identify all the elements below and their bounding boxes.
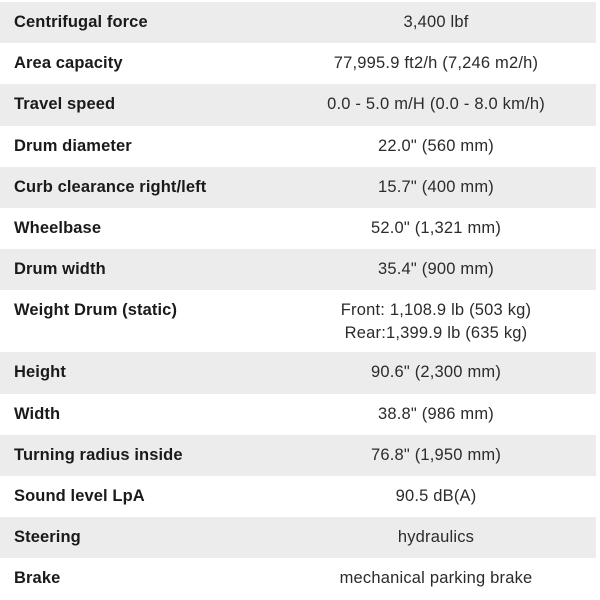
spec-row-weight-drum [0,290,596,352]
spec-row-travel-speed [0,84,596,125]
spec-value-line: Rear:1,399.9 lb (635 kg) [344,323,528,342]
spec-table [0,2,596,599]
spec-label: Width [14,404,61,423]
spec-row-drum-diameter [0,126,596,167]
spec-label: Centrifugal force [14,13,148,32]
spec-label: Wheelbase [14,219,102,238]
spec-row-sound-level [0,476,596,517]
spec-label: Travel speed [14,95,116,114]
spec-row-steering [0,517,596,558]
spec-label: Drum width [14,260,106,279]
spec-value: 52.0" (1,321 mm) [370,219,502,238]
spec-value: 90.6" (2,300 mm) [370,363,502,382]
spec-value: 35.4" (900 mm) [378,260,494,279]
spec-label: Curb clearance right/left [14,177,207,196]
spec-value: hydraulics [397,528,475,547]
spec-row-centrifugal-force [0,2,596,43]
spec-label: Drum diameter [14,136,132,155]
spec-row-brake [0,558,596,599]
spec-value: mechanical parking brake [339,569,533,588]
spec-row-width [0,394,596,435]
spec-value: 76.8" (1,950 mm) [370,445,502,464]
spec-label: Turning radius inside [14,445,183,464]
spec-value: 77,995.9 ft2/h (7,246 m2/h) [333,54,539,73]
spec-value: 38.8" (986 mm) [378,404,494,423]
spec-label: Steering [14,528,81,547]
spec-value-line: Front: 1,108.9 lb (503 kg) [340,300,532,319]
spec-label: Sound level LpA [14,486,145,505]
spec-value: 15.7" (400 mm) [378,177,494,196]
spec-label: Area capacity [14,54,123,73]
spec-value [276,290,596,352]
spec-value: 22.0" (560 mm) [378,136,494,155]
spec-value: 0.0 - 5.0 m/H (0.0 - 8.0 km/h) [327,95,545,114]
spec-label: Brake [14,569,61,588]
spec-row-height [0,352,596,393]
spec-row-curb-clearance [0,167,596,208]
spec-value: 90.5 dB(A) [395,486,477,505]
spec-row-area-capacity [0,43,596,84]
spec-value: 3,400 lbf [403,13,469,32]
spec-label: Weight Drum (static) [14,301,178,320]
spec-row-drum-width [0,249,596,290]
spec-row-turning-radius [0,435,596,476]
spec-row-wheelbase [0,208,596,249]
spec-label: Height [14,363,66,382]
